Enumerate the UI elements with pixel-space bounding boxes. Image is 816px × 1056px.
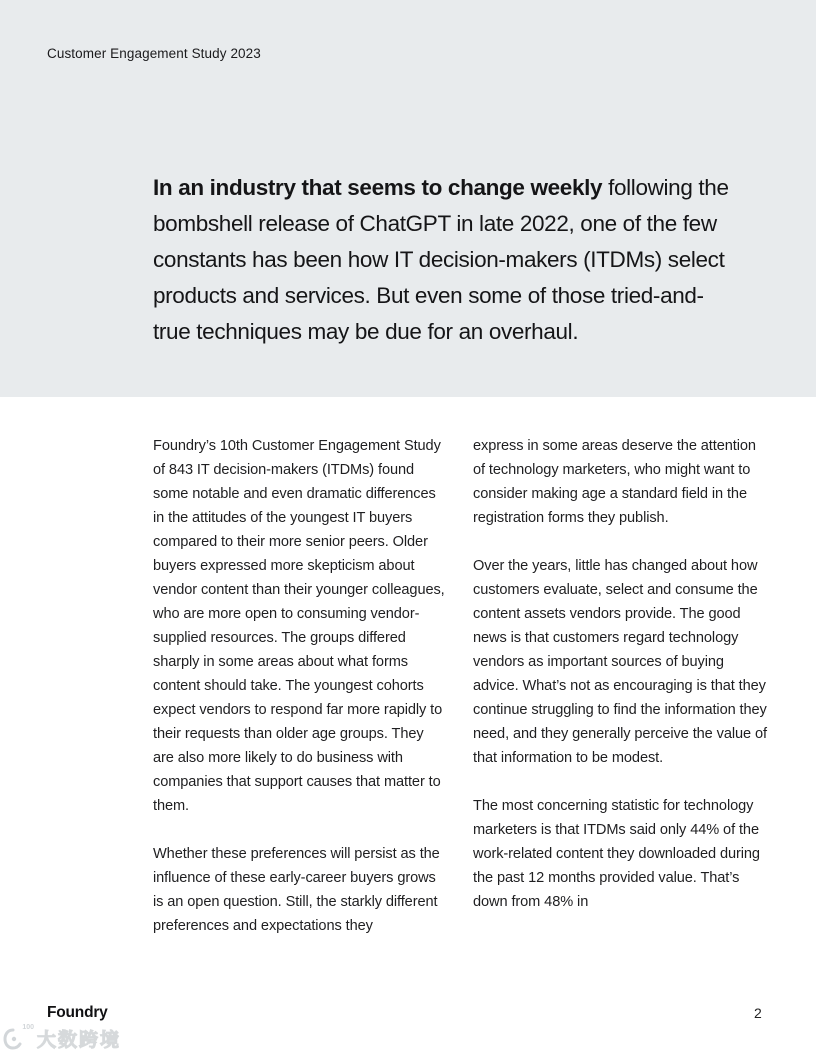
watermark-text: 大数跨境 — [37, 1030, 122, 1051]
intro-rest: following the bombshell release of ChatGPT in late 2022, one of the few constants has been how IT decision-makers (ITDMs) select products and services. But even some of those tried-and-true techniques may be due for an overhaul. — [153, 175, 729, 344]
watermark — [3, 1025, 121, 1052]
body-paragraph: Foundry’s 10th Customer Engagement Study of 843 IT decision-makers (ITDMs) found some notable and even dramatic differences in the attitudes of the youngest IT buyers compared to their more senior peers. Older buyers expressed more skepticism about vendor content than their younger colleagues, who are more open to consuming vendor-supplied resources. The groups differed sharply in some areas about what forms content should take. The youngest cohorts expect vendors to respond far more rapidly to their requests than older age groups. They are also more likely to do business with companies that support causes that matter to them. — [153, 438, 445, 814]
body-paragraph: Over the years, little has changed about how customers evaluate, select and consume the content assets vendors provide. The good news is that customers regard technology vendors as important sources of buying advice. What’s not as encouraging is that they continue struggling to find the information they need, and they generally perceive the value of that information to be modest. — [473, 558, 767, 766]
intro-paragraph — [153, 170, 731, 350]
intro-lead-bold: In an industry that seems to change weekly — [153, 175, 603, 200]
body-paragraph: express in some areas deserve the attention of technology marketers, who might want to consider making age a standard field in the registration forms they publish. — [473, 438, 756, 526]
body-paragraph: The most concerning statistic for technology marketers is that ITDMs said only 44% of the work-related content they downloaded during the past 12 months provided value. That’s down from 48% in — [473, 798, 760, 910]
document-title: Customer Engagement Study 2023 — [47, 46, 261, 61]
header-band — [0, 0, 816, 397]
foundry-logo: Foundry — [47, 1004, 108, 1021]
page-number: 2 — [754, 1005, 762, 1021]
right-column — [473, 434, 767, 938]
left-column — [153, 434, 447, 938]
watermark-logo-superscript: 100 — [22, 1023, 34, 1031]
body-paragraph: Whether these preferences will persist as the influence of these early-career buyers grows is an open question. Still, the starkly different preferences and expectations they — [153, 846, 440, 934]
watermark-logo-icon — [3, 1023, 34, 1052]
body-columns — [153, 434, 767, 938]
